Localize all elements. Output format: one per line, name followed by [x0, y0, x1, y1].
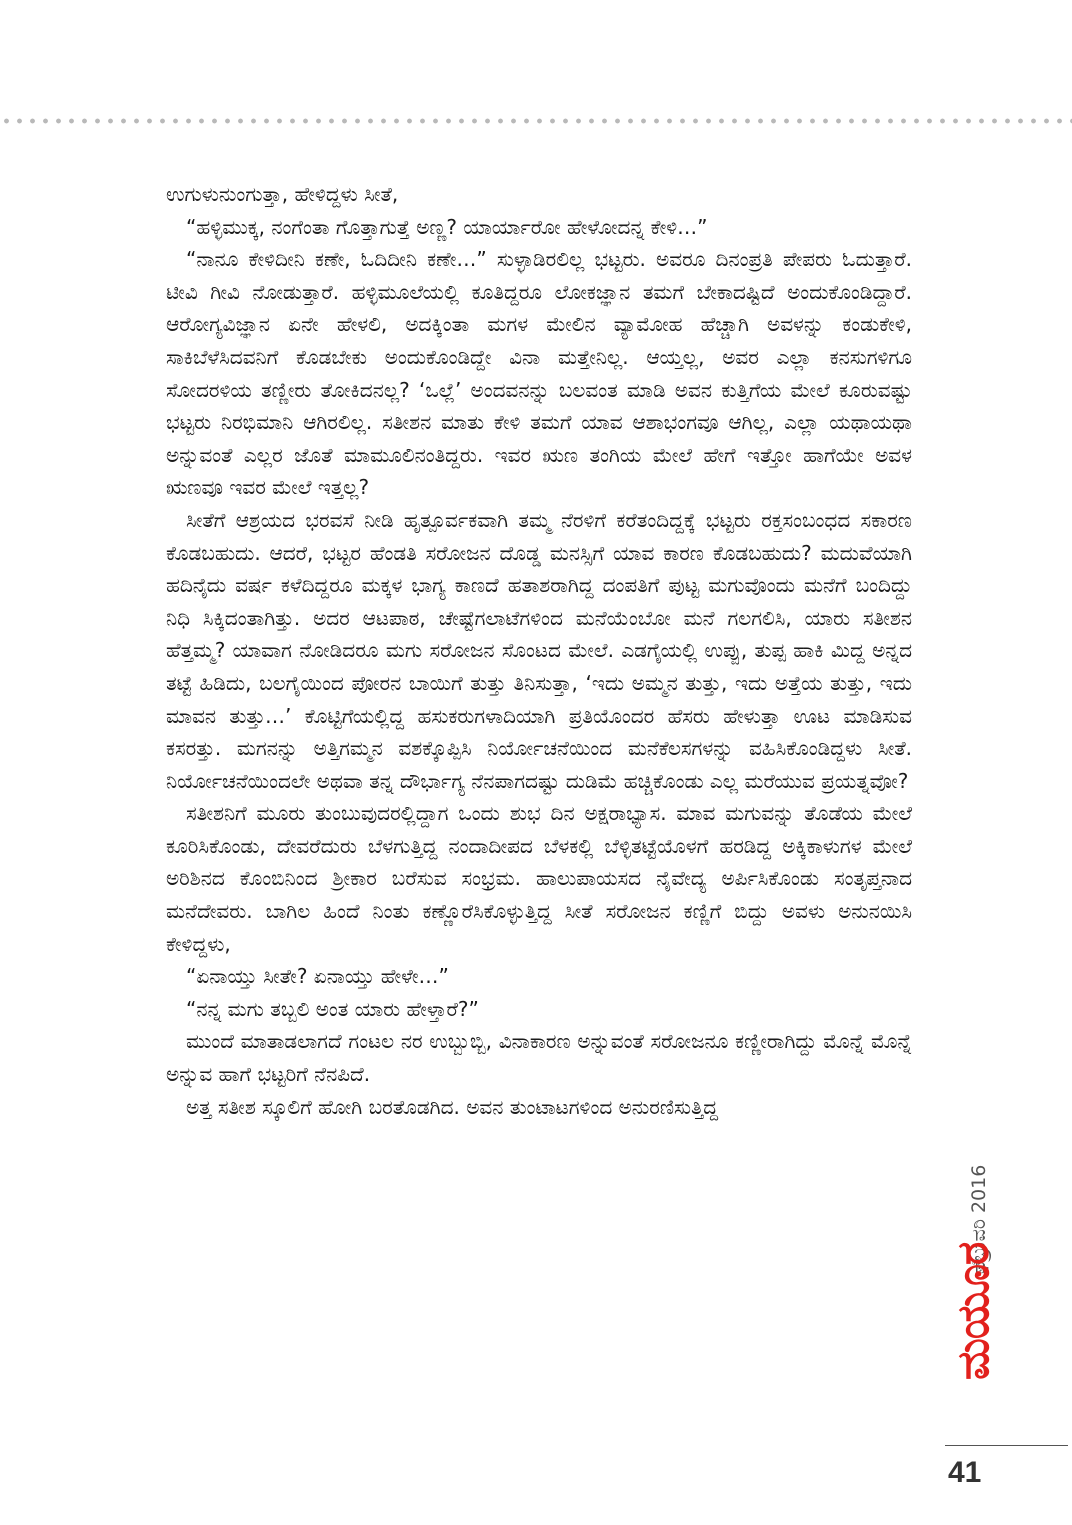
dotted-header-rule: [0, 118, 1072, 124]
article-body: [166, 178, 912, 1123]
page-number: 41: [948, 1456, 982, 1489]
article-paragraph: ಉಗುಳುನುಂಗುತ್ತಾ, ಹೇಳಿದ್ದಳು ಸೀತೆ,: [166, 182, 399, 206]
article-paragraph: ಮುಂದೆ ಮಾತಾಡಲಾಗದೆ ಗಂಟಲ ನರ ಉಬ್ಬುಬ್ಬಿ, ವಿನಾಕಾರಣ ಅನ್ನುವಂತೆ ಸರೋಜನೂ ಕಣ್ಣೀರಾಗಿದ್ದು ಮೊನ್ನೆ ಮೊನ್ನೆ ಅನ್ನುವ ಹಾಗೆ ಭಟ್ಟರಿಗೆ ನೆನಪಿದೆ.: [166, 1029, 912, 1087]
magazine-logo: ಮಯೂರ: [948, 1242, 999, 1380]
page-number-rule: [945, 1445, 1068, 1446]
article-paragraph: ಅತ್ತ ಸತೀಶ ಸ್ಕೂಲಿಗೆ ಹೋಗಿ ಬರತೊಡಗಿದ. ಅವನ ತುಂಟಾಟಗಳಿಂದ ಅನುರಣಿಸುತ್ತಿದ್ದ: [186, 1094, 719, 1119]
article-paragraph: “ಏನಾಯ್ತು ಸೀತೇ? ಏನಾಯ್ತು ಹೇಳೇ…”: [186, 964, 449, 989]
magazine-sidebar: [940, 1100, 1000, 1400]
article-paragraph: ಸೀತೆಗೆ ಆಶ್ರಯದ ಭರವಸೆ ನೀಡಿ ಹೃತ್ಪೂರ್ವಕವಾಗಿ ತಮ್ಮ ನೆರಳಿಗೆ ಕರೆತಂದಿದ್ದಕ್ಕೆ ಭಟ್ಟರು ರಕ್ತಸಂಬಂಧದ ಸಕಾರಣ ಕೊಡಬಹುದು. ಆದರೆ, ಭಟ್ಟರ ಹೆಂಡತಿ ಸರೋಜನ ದೊಡ್ಡ ಮನಸ್ಸಿಗೆ ಯಾವ ಕಾರಣ ಕೊಡಬಹುದು? ಮದುವೆಯಾಗಿ ಹದಿನೈದು ವರ್ಷ ಕಳೆದಿದ್ದರೂ ಮಕ್ಕಳ ಭಾಗ್ಯ ಕಾಣದೆ ಹತಾಶರಾಗಿದ್ದ ದಂಪತಿಗೆ ಪುಟ್ಟ ಮಗುವೊಂದು ಮನೆಗೆ ಬಂದಿದ್ದು ನಿಧಿ ಸಿಕ್ಕಿದಂತಾಗಿತ್ತು. ಅದರ ಆಟಪಾಠ, ಚೇಷ್ಟೆಗಲಾಟೆಗಳಿಂದ ಮನೆಯೆಂಬೋ ಮನೆ ಗಲಗಲಿಸಿ, ಯಾರು ಸತೀಶನ ಹೆತ್ತಮ್ಮ? ಯಾವಾಗ ನೋಡಿದರೂ ಮಗು ಸರೋಜನ ಸೊಂಟದ ಮೇಲೆ. ಎಡಗೈಯಲ್ಲಿ ಉಪ್ಪು, ತುಪ್ಪ ಹಾಕಿ ಮಿದ್ದ ಅನ್ನದ ತಟ್ಟೆ ಹಿಡಿದು, ಬಲಗೈಯಿಂದ ಪೋರನ ಬಾಯಿಗೆ ತುತ್ತು ತಿನಿಸುತ್ತಾ, ‘ಇದು ಅಮ್ಮನ ತುತ್ತು, ಇದು ಅತ್ತೆಯ ತುತ್ತು, ಇದು ಮಾವನ ತುತ್ತು…’ ಕೊಟ್ಟಿಗೆಯಲ್ಲಿದ್ದ ಹಸುಕರುಗಳಾದಿಯಾಗಿ ಪ್ರತಿಯೊಂದರ ಹೆಸರು ಹೇಳುತ್ತಾ ಊಟ ಮಾಡಿಸುವ ಕಸರತ್ತು. ಮಗನನ್ನು ಅತ್ತಿಗಮ್ಮನ ವಶಕ್ಕೊಪ್ಪಿಸಿ ನಿರ್ಯೋಚನೆಯಿಂದ ಮನೆಕೆಲಸಗಳನ್ನು ವಹಿಸಿಕೊಂಡಿದ್ದಳು ಸೀತೆ. ನಿರ್ಯೋಚನೆಯಿಂದಲೇ ಅಥವಾ ತನ್ನ ದೌರ್ಭಾಗ್ಯ ನೆನಪಾಗದಷ್ಟು ದುಡಿಮೆ ಹಚ್ಚಿಕೊಂಡು ಎಲ್ಲ ಮರೆಯುವ ಪ್ರಯತ್ನವೋ?: [166, 507, 912, 793]
issue-date: ಫೆಬ್ರುವರಿ 2016: [968, 1164, 990, 1274]
article-paragraph: “ನನ್ನ ಮಗು ತಬ್ಬಲಿ ಅಂತ ಯಾರು ಹೇಳ್ತಾರೆ?”: [186, 996, 479, 1021]
article-paragraph: “ನಾನೂ ಕೇಳಿದೀನಿ ಕಣೇ, ಓದಿದೀನಿ ಕಣೇ…” ಸುಳ್ಳಾಡಿರಲಿಲ್ಲ ಭಟ್ಟರು. ಅವರೂ ದಿನಂಪ್ರತಿ ಪೇಪರು ಓದುತ್ತಾರೆ. ಟೀವಿ ಗೀವಿ ನೋಡುತ್ತಾರೆ. ಹಳ್ಳಿಮೂಲೆಯಲ್ಲಿ ಕೂತಿದ್ದರೂ ಲೋಕಜ್ಞಾನ ತಮಗೆ ಬೇಕಾದಷ್ಟಿದೆ ಅಂದುಕೊಂಡಿದ್ದಾರೆ. ಆರೋಗ್ಯವಿಜ್ಞಾನ ಏನೇ ಹೇಳಲಿ, ಅದಕ್ಕಿಂತಾ ಮಗಳ ಮೇಲಿನ ವ್ಯಾಮೋಹ ಹೆಚ್ಚಾಗಿ ಅವಳನ್ನು ಕಂಡುಕೇಳಿ, ಸಾಕಿಬೆಳೆಸಿದವನಿಗೆ ಕೊಡಬೇಕು ಅಂದುಕೊಂಡಿದ್ದೇ ವಿನಾ ಮತ್ತೇನಿಲ್ಲ. ಆಯ್ತಲ್ಲ, ಅವರ ಎಲ್ಲಾ ಕನಸುಗಳಿಗೂ ಸೋದರಳಿಯ ತಣ್ಣೀರು ತೋಕಿದನಲ್ಲ? ‘ಒಲ್ಲೆ’ ಅಂದವನನ್ನು ಬಲವಂತ ಮಾಡಿ ಅವನ ಕುತ್ತಿಗೆಯ ಮೇಲೆ ಕೂರುವಷ್ಟು ಭಟ್ಟರು ನಿರಭಿಮಾನಿ ಆಗಿರಲಿಲ್ಲ. ಸತೀಶನ ಮಾತು ಕೇಳಿ ತಮಗೆ ಯಾವ ಆಶಾಭಂಗವೂ ಆಗಿಲ್ಲ, ಎಲ್ಲಾ ಯಥಾಯಥಾ ಅನ್ನುವಂತೆ ಎಲ್ಲರ ಜೊತೆ ಮಾಮೂಲಿನಂತಿದ್ದರು. ಇವರ ಋಣ ತಂಗಿಯ ಮೇಲೆ ಹೇಗೆ ಇತ್ತೋ ಹಾಗೆಯೇ ಅವಳ ಋಣವೂ ಇವರ ಮೇಲೆ ಇತ್ತಲ್ಲ?: [166, 247, 912, 500]
article-paragraph: “ಹಳ್ಳಿಮುಕ್ಕ, ನಂಗೆಂತಾ ಗೊತ್ತಾಗುತ್ತೆ ಅಣ್ಣ? ಯಾರ್ಯಾರೋ ಹೇಳೋದನ್ನ ಕೇಳಿ…”: [186, 214, 708, 239]
article-paragraph: ಸತೀಶನಿಗೆ ಮೂರು ತುಂಬುವುದರಲ್ಲಿದ್ದಾಗ ಒಂದು ಶುಭ ದಿನ ಅಕ್ಷರಾಭ್ಯಾಸ. ಮಾವ ಮಗುವನ್ನು ತೊಡೆಯ ಮೇಲೆ ಕೂರಿಸಿಕೊಂಡು, ದೇವರೆದುರು ಬೆಳಗುತ್ತಿದ್ದ ನಂದಾದೀಪದ ಬೆಳಕಲ್ಲಿ ಬೆಳ್ಳಿತಟ್ಟೆಯೊಳಗೆ ಹರಡಿದ್ದ ಅಕ್ಕಿಕಾಳುಗಳ ಮೇಲೆ ಅರಿಶಿನದ ಕೊಂಬಿನಿಂದ ಶ್ರೀಕಾರ ಬರೆಸುವ ಸಂಭ್ರಮ. ಹಾಲುಪಾಯಸದ ನೈವೇದ್ಯ ಅರ್ಪಿಸಿಕೊಂಡು ಸಂತೃಪ್ತನಾದ ಮನೆದೇವರು. ಬಾಗಿಲ ಹಿಂದೆ ನಿಂತು ಕಣ್ಣೊರೆಸಿಕೊಳ್ಳುತ್ತಿದ್ದ ಸೀತೆ ಸರೋಜನ ಕಣ್ಣಿಗೆ ಬಿದ್ದು ಅವಳು ಅನುನಯಿಸಿ ಕೇಳಿದ್ದಳು,: [166, 801, 912, 956]
